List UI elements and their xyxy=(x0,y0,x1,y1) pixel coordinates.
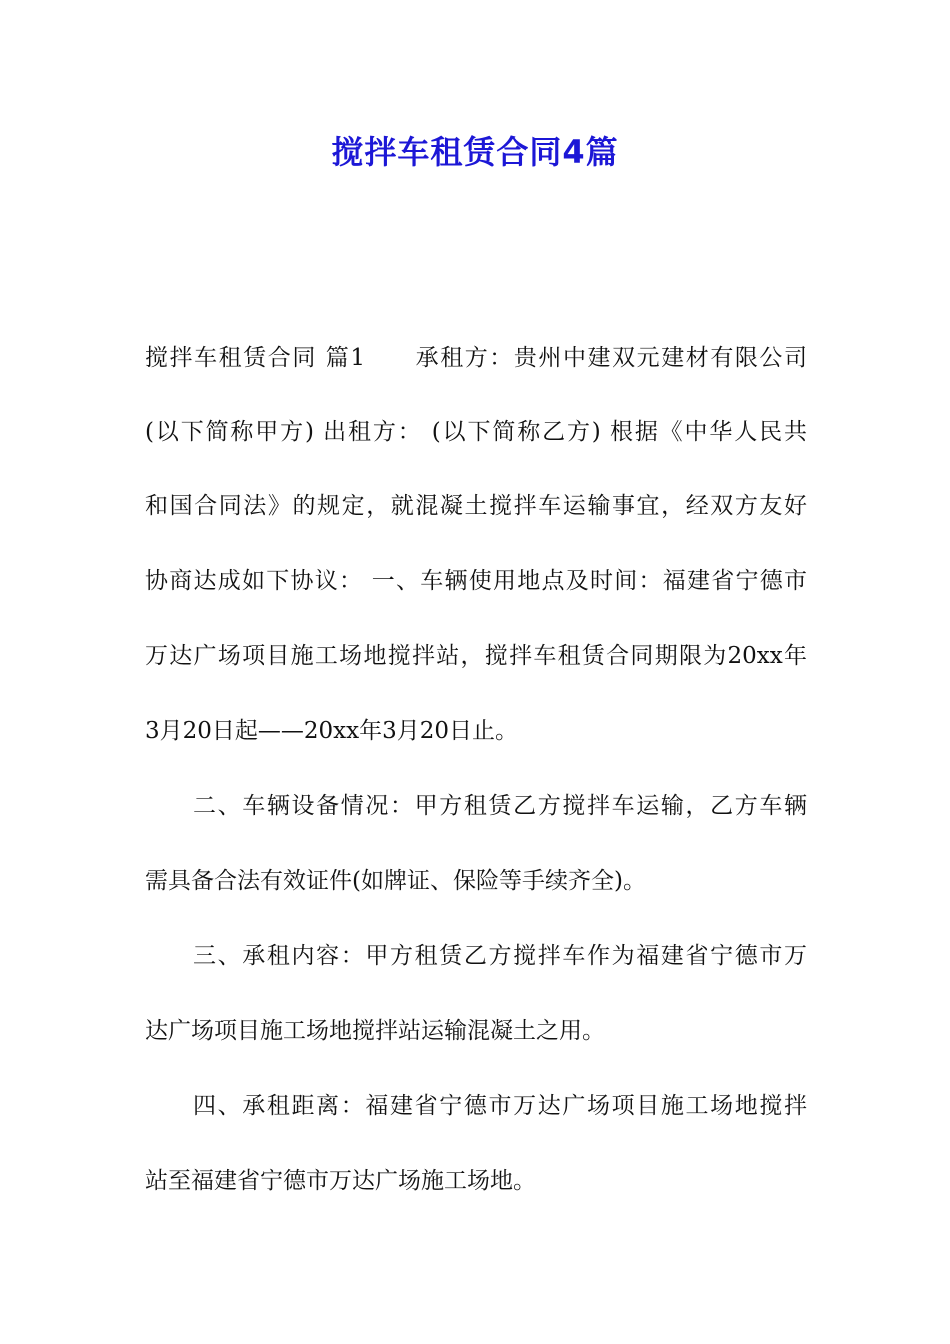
body-line: 二、车辆设备情况：甲方租赁乙方搅拌车运输，乙方车辆 xyxy=(193,793,807,819)
body-line: 达广场项目施工场地搅拌站运输混凝土之用。 xyxy=(145,1018,605,1044)
body-line: 三、承租内容：甲方租赁乙方搅拌车作为福建省宁德市万 xyxy=(193,943,807,969)
body-line: 和国合同法》的规定，就混凝土搅拌车运输事宜，经双方友好 xyxy=(145,493,807,519)
document-title: 搅拌车租赁合同4篇 xyxy=(331,133,619,171)
body-line: 需具备合法有效证件(如牌证、保险等手续齐全)。 xyxy=(145,868,646,894)
body-line: (以下简称甲方) 出租方： (以下简称乙方) 根据《中华人民共 xyxy=(145,419,807,445)
body-line: 四、承租距离：福建省宁德市万达广场项目施工场地搅拌 xyxy=(193,1093,807,1119)
body-line: 站至福建省宁德市万达广场施工场地。 xyxy=(145,1168,536,1194)
body-line: 搅拌车租赁合同 篇1 承租方：贵州中建双元建材有限公司 xyxy=(145,345,807,371)
body-line: 万达广场项目施工场地搅拌站，搅拌车租赁合同期限为20xx年 xyxy=(145,643,807,669)
body-line: 3月20日起——20xx年3月20日止。 xyxy=(145,718,519,744)
body-line: 协商达成如下协议： 一、车辆使用地点及时间：福建省宁德市 xyxy=(145,568,807,594)
